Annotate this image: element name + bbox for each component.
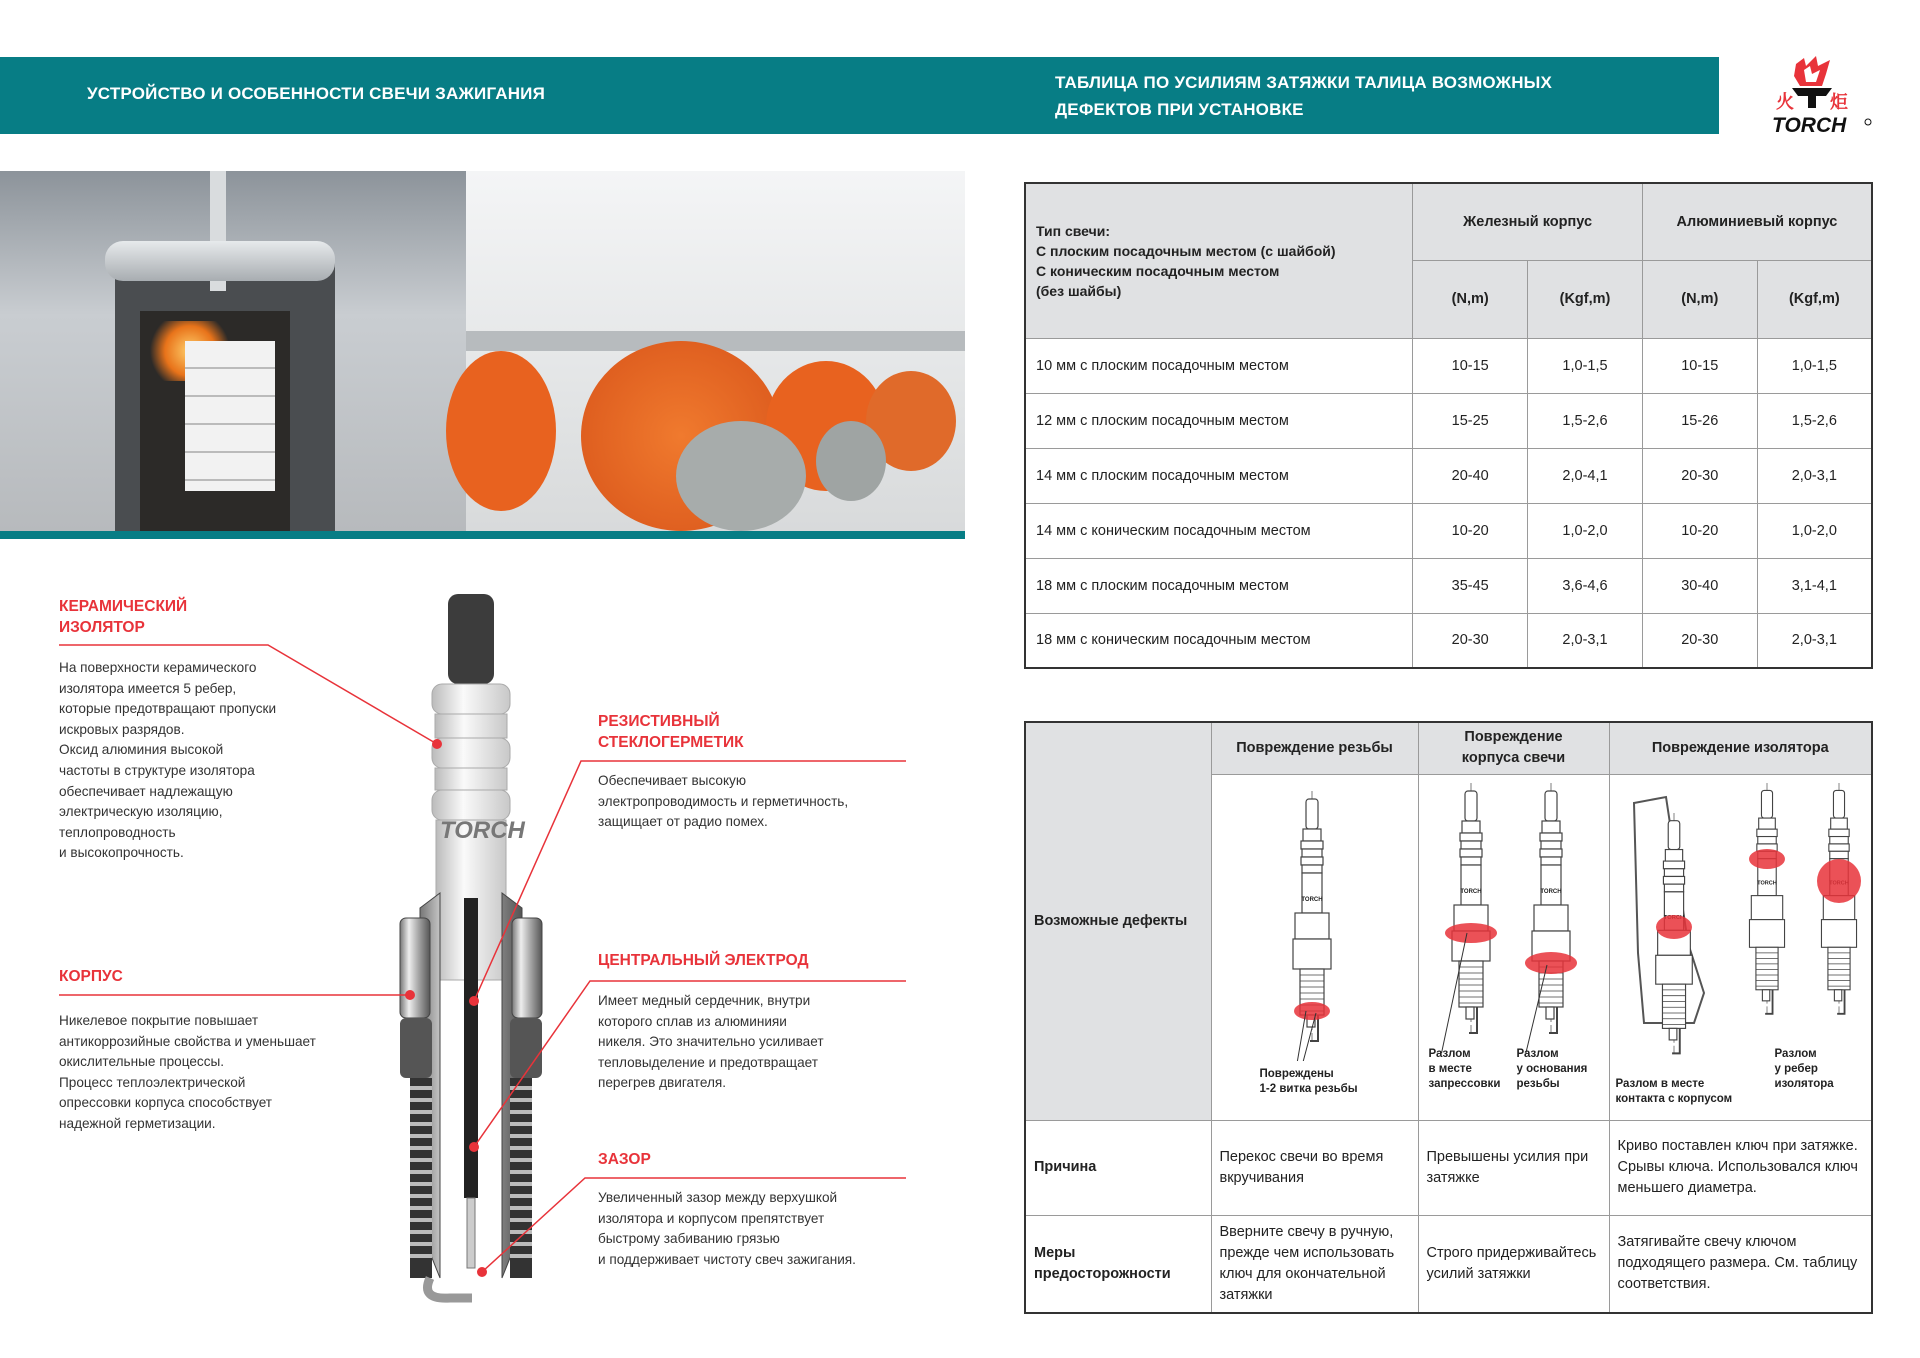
title-line: ТАБЛИЦА ПО УСИЛИЯМ ЗАТЯЖКИ ТАЛИЦА ВОЗМОЖНЫХ [1055, 73, 1553, 92]
plug-type-cell: 18 мм с плоским посадочным местом [1025, 558, 1413, 613]
torque-value-cell: 15-25 [1413, 393, 1528, 448]
text-line: изолятора и корпусом препятствует [598, 1210, 825, 1226]
torque-value-cell: 10-20 [1642, 503, 1757, 558]
feature-body [59, 966, 316, 1135]
wrench-on-plug-diagram [1624, 793, 1734, 1073]
text-line: предосторожности [1034, 1265, 1171, 1282]
torque-value-cell: 2,0-3,1 [1757, 448, 1872, 503]
text-line: которого сплав из алюминияи [598, 1013, 787, 1029]
text-line: С коническим посадочным местом [1036, 262, 1280, 279]
text-line: Оксид алюминия высокой [59, 742, 224, 758]
defect-caption [1260, 1067, 1358, 1097]
feature-center-electrode [598, 950, 824, 1094]
precautions-row [1025, 1215, 1872, 1313]
spark-plug-diagram [1511, 783, 1591, 1053]
section-title-left: УСТРОЙСТВО И ОСОБЕННОСТИ СВЕЧИ ЗАЖИГАНИЯ [87, 84, 546, 103]
body-damage-illustration [1418, 774, 1609, 1120]
caption-line: 1-2 витка резьбы [1259, 1082, 1358, 1095]
feature-description [598, 1188, 856, 1270]
caption-line: Разлом [1428, 1047, 1471, 1060]
defect-caption [1517, 1047, 1588, 1092]
text-line: электрическую изоляцию, [59, 804, 223, 820]
text-line: Увеличенный зазор между верхушкой [598, 1190, 838, 1205]
column-body-damage: Повреждение корпуса свечи [1418, 722, 1609, 774]
text-line: Тип свечи: [1036, 222, 1111, 239]
text-line: надежной герметизации. [59, 1115, 216, 1131]
logo-text: TORCH [1772, 114, 1847, 136]
feature-ceramic-insulator [59, 596, 276, 864]
spark-plug-diagram [1272, 791, 1352, 1061]
text-line: тепловыделение и предотвращает [598, 1054, 818, 1070]
torque-value-cell: 35-45 [1413, 558, 1528, 613]
text-line: Меры [1034, 1244, 1076, 1261]
text-line: никеля. Это значительно усиливает [598, 1034, 824, 1050]
feature-description [598, 771, 848, 833]
section-title-right [1055, 69, 1552, 123]
torque-value-cell: 2,0-3,1 [1757, 613, 1872, 668]
table-row [1025, 338, 1872, 393]
text-line: обеспечивает надлежащую [59, 783, 233, 799]
text-line: и поддерживает чистоту свеч зажигания. [598, 1251, 856, 1267]
svg-text:火: 火 [1776, 92, 1794, 112]
thread-damage-illustration [1211, 774, 1418, 1120]
torque-value-cell: 15-26 [1642, 393, 1757, 448]
text-line: Процесс теплоэлектрической [59, 1074, 246, 1090]
torque-value-cell: 20-30 [1642, 448, 1757, 503]
torque-value-cell: 3,1-4,1 [1757, 558, 1872, 613]
torque-value-cell: 20-30 [1413, 613, 1528, 668]
column-insulator-damage: Повреждение изолятора [1609, 722, 1872, 774]
text-line: изолятора имеется 5 ребер, [59, 680, 237, 696]
feature-description [59, 658, 276, 864]
caption-line: Разлом [1516, 1047, 1559, 1060]
defect-caption [1775, 1047, 1834, 1092]
text-line: искровых разрядов. [59, 721, 185, 737]
table-row [1025, 503, 1872, 558]
text-line: (без шайбы) [1036, 282, 1122, 299]
feature-title: КОРПУС [59, 968, 123, 985]
torque-value-cell: 1,0-2,0 [1757, 503, 1872, 558]
cause-cell: Криво поставлен ключ при затяжке. Срывы ключа. Использовался ключ меньшего диаметра. [1609, 1120, 1872, 1215]
plug-type-cell: 14 мм с плоским посадочным местом [1025, 448, 1413, 503]
torque-value-cell: 30-40 [1642, 558, 1757, 613]
torque-value-cell: 10-15 [1413, 338, 1528, 393]
text-line: защищает от радио помех. [598, 814, 768, 830]
cause-cell: Перекос свечи во время вкручивания [1211, 1120, 1418, 1215]
svg-text:炬: 炬 [1830, 92, 1848, 112]
text-line: Обеспечивает высокую [598, 773, 747, 788]
defect-caption [1616, 1077, 1733, 1107]
text-line: теплопроводность [59, 824, 176, 840]
unit-header: (Kgf,m) [1528, 260, 1643, 338]
column-thread-damage: Повреждение резьбы [1211, 722, 1418, 774]
text-line: частоты в структуре изолятора [59, 762, 255, 778]
feature-title: ЗАЗОР [598, 1151, 651, 1168]
spark-plug-diagram [1804, 783, 1874, 1033]
group-header-iron: Железный корпус [1413, 183, 1643, 260]
caption-line: контакта с корпусом [1615, 1092, 1733, 1105]
table-row [1025, 558, 1872, 613]
plug-type-cell: 18 мм с коническим посадочным местом [1025, 613, 1413, 668]
defects-table [1024, 721, 1873, 1314]
caption-line: у основания [1516, 1062, 1588, 1075]
plug-type-header [1025, 183, 1413, 338]
caption-line: резьбы [1516, 1077, 1560, 1090]
unit-header: (N,m) [1642, 260, 1757, 338]
insulator-damage-illustration [1609, 774, 1872, 1120]
table-row [1025, 393, 1872, 448]
torque-value-cell: 20-40 [1413, 448, 1528, 503]
caption-line: Разлом в месте [1615, 1077, 1705, 1090]
text-line: опрессовки корпуса способствует [59, 1095, 273, 1111]
torque-value-cell: 20-30 [1642, 613, 1757, 668]
plug-type-cell: 14 мм с коническим посадочным местом [1025, 503, 1413, 558]
text-line: которые предотвращают пропуски [59, 701, 277, 717]
precaution-cell: Вверните свечу в ручную, прежде чем использовать ключ для окончательной затяжки [1211, 1215, 1418, 1313]
torque-value-cell: 10-20 [1413, 503, 1528, 558]
caption-line: Повреждены [1259, 1067, 1334, 1080]
table-header-row [1025, 183, 1872, 260]
text-line: Никелевое покрытие повышает [59, 1013, 259, 1028]
defects-header-row [1025, 722, 1872, 774]
cause-row [1025, 1120, 1872, 1215]
torque-table [1024, 182, 1873, 669]
table-row [1025, 448, 1872, 503]
torque-value-cell: 1,5-2,6 [1528, 393, 1643, 448]
text-line: и высокопрочность. [59, 845, 184, 861]
torque-value-cell: 1,0-1,5 [1528, 338, 1643, 393]
feature-description [598, 991, 824, 1094]
feature-description [59, 1011, 316, 1135]
caption-line: у ребер [1774, 1062, 1818, 1075]
plug-type-cell: 12 мм с плоским посадочным местом [1025, 393, 1413, 448]
row-label-precautions [1025, 1215, 1211, 1313]
precaution-cell: Затягивайте свечу ключом подходящего размера. См. таблицу соответствия. [1609, 1215, 1872, 1313]
torque-value-cell: 10-15 [1642, 338, 1757, 393]
torque-value-cell: 1,0-2,0 [1528, 503, 1643, 558]
defect-caption [1429, 1047, 1501, 1092]
spark-plug-diagram [1431, 783, 1511, 1053]
cause-cell: Превышены усилия при затяжке [1418, 1120, 1609, 1215]
feature-gap [598, 1149, 856, 1270]
text-line: окислительные процессы. [59, 1054, 225, 1070]
feature-title: РЕЗИСТИВНЫЙ [598, 713, 720, 730]
text-line: С плоским посадочным местом (с шайбой) [1036, 242, 1336, 259]
precaution-cell: Строго придерживайтесь усилий затяжки [1418, 1215, 1609, 1313]
text-line: антикоррозийные свойства и уменьшает [59, 1033, 316, 1049]
text-line: быстрому забиванию грязью [598, 1231, 780, 1247]
torque-value-cell: 3,6-4,6 [1528, 558, 1643, 613]
feature-glass-seal [598, 711, 848, 833]
feature-title: СТЕКЛОГЕРМЕТИК [598, 734, 744, 751]
row-label-defects: Возможные дефекты [1025, 722, 1211, 1120]
text-line: перегрев двигателя. [598, 1075, 727, 1091]
unit-header: (N,m) [1413, 260, 1528, 338]
caption-line: изолятора [1774, 1077, 1834, 1090]
row-label-cause: Причина [1025, 1120, 1211, 1215]
feature-title: КЕРАМИЧЕСКИЙ [59, 598, 188, 615]
table-row [1025, 613, 1872, 668]
unit-header: (Kgf,m) [1757, 260, 1872, 338]
group-header-aluminum: Алюминиевый корпус [1642, 183, 1872, 260]
caption-line: Разлом [1774, 1047, 1817, 1060]
torque-value-cell: 2,0-4,1 [1528, 448, 1643, 503]
caption-line: в месте [1428, 1062, 1472, 1075]
torque-value-cell: 2,0-3,1 [1528, 613, 1643, 668]
feature-title: ИЗОЛЯТОР [59, 619, 145, 636]
feature-title: ЦЕНТРАЛЬНЫЙ ЭЛЕКТРОД [598, 952, 809, 969]
plug-brand-text: TORCH [440, 817, 525, 844]
title-line: ДЕФЕКТОВ ПРИ УСТАНОВКЕ [1055, 100, 1304, 119]
spark-plug-diagram [1732, 783, 1802, 1033]
caption-line: запрессовки [1428, 1077, 1501, 1090]
torque-value-cell: 1,5-2,6 [1757, 393, 1872, 448]
torque-value-cell: 1,0-1,5 [1757, 338, 1872, 393]
plug-type-cell: 10 мм с плоским посадочным местом [1025, 338, 1413, 393]
torch-logo [1760, 56, 1876, 136]
text-line: Имеет медный сердечник, внутри [598, 993, 811, 1008]
text-line: электропроводимость и герметичность, [598, 793, 849, 809]
text-line: На поверхности керамического [59, 660, 257, 675]
